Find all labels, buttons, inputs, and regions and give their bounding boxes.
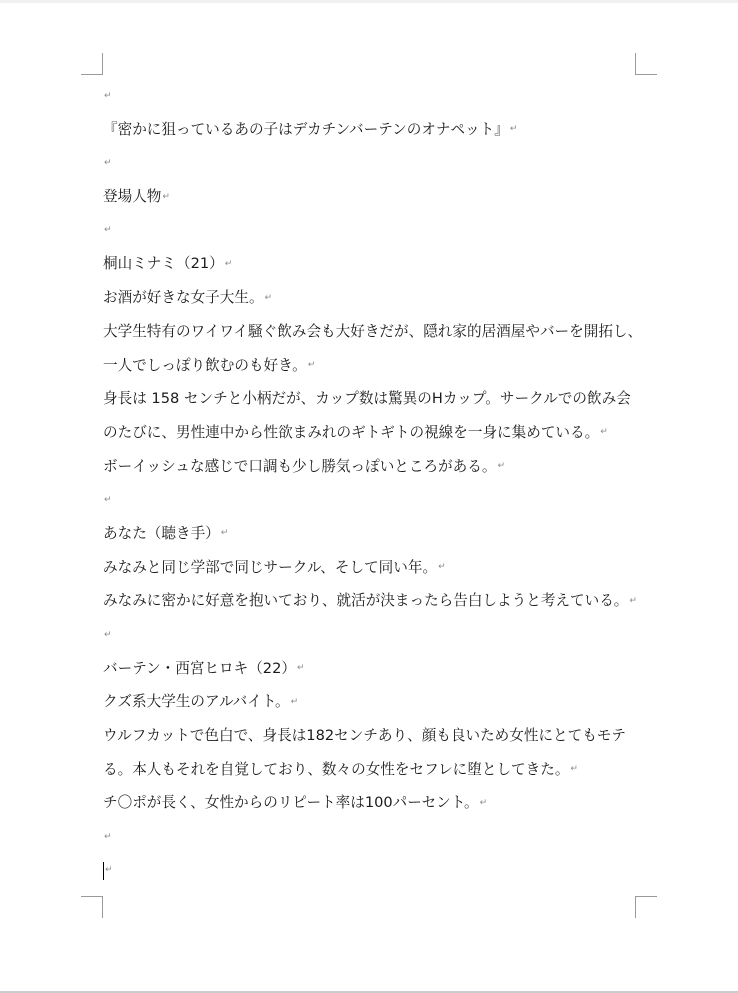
paragraph-text: 桐山ミナミ（21） (103, 255, 224, 273)
paragraph-mark-icon: ↵ (264, 292, 273, 303)
paragraph-mark-icon: ↵ (104, 157, 112, 168)
paragraph-line[interactable] (103, 349, 643, 383)
paragraph-mark-icon: ↵ (104, 90, 112, 101)
paragraph-blank[interactable] (103, 79, 643, 113)
paragraph-text: あなた（聴き手） (103, 524, 220, 542)
paragraph-text: る。本人もそれを自覚しており、数々の女性をセフレに堕としてきた。 (103, 760, 570, 778)
paragraph-text: チ〇ポが長く、女性からのリピート率は100パーセント。 (103, 794, 479, 812)
paragraph-cursor[interactable] (103, 854, 643, 888)
paragraph-character-name[interactable] (103, 652, 643, 686)
paragraph-mark-icon: ↵ (104, 225, 112, 236)
paragraph-text: 『密かに狙っているあの子はデカチンバーテンのオナペット』 (103, 120, 509, 138)
paragraph-mark-icon: ↵ (220, 528, 229, 539)
paragraph-mark-icon: ↵ (162, 191, 170, 202)
paragraph-line[interactable] (103, 753, 643, 787)
paragraph-blank[interactable] (103, 214, 643, 248)
paragraph-mark-icon: ↵ (105, 865, 113, 876)
paragraph-mark-icon: ↵ (479, 797, 488, 808)
paragraph-line[interactable] (103, 315, 643, 349)
paragraph-text: 一人でしっぽり飲むのも好き。 (103, 356, 307, 374)
paragraph-blank[interactable] (103, 820, 643, 854)
paragraph-character-name[interactable] (103, 517, 643, 551)
paragraph-mark-icon: ↵ (224, 258, 233, 269)
paragraph[interactable] (103, 450, 643, 484)
text-cursor (103, 862, 104, 880)
document-body[interactable] (103, 79, 643, 888)
paragraph-title[interactable] (103, 113, 643, 147)
document-page[interactable] (0, 3, 738, 991)
paragraph-text: 身長は 158 センチと小柄だが、カップ数は驚異のHカップ。サークルでの飲み会 (103, 390, 631, 408)
paragraph[interactable] (103, 786, 643, 820)
paragraph-mark-icon: ↵ (104, 494, 112, 505)
paragraph-character-name[interactable] (103, 247, 643, 281)
paragraph-text: 登場人物 (103, 188, 162, 206)
paragraph-blank[interactable] (103, 146, 643, 180)
paragraph[interactable] (103, 551, 643, 585)
paragraph-mark-icon: ↵ (509, 124, 518, 135)
paragraph-text: ボーイッシュな感じで口調も少し勝気っぽいところがある。 (103, 457, 497, 475)
margin-corner-top-left (81, 53, 103, 75)
margin-corner-top-right (635, 53, 657, 75)
paragraph-text: みなみに密かに好意を抱いており、就活が決まったら告白しようと考えている。 (103, 592, 629, 610)
paragraph-mark-icon: ↵ (600, 427, 608, 438)
paragraph-text: バーテン・西宮ヒロキ（22） (103, 659, 296, 677)
paragraph-line[interactable] (103, 382, 643, 416)
margin-corner-bottom-right (635, 896, 657, 918)
paragraph-mark-icon: ↵ (497, 461, 505, 472)
paragraph[interactable] (103, 281, 643, 315)
paragraph-mark-icon: ↵ (438, 562, 446, 573)
paragraph-line[interactable] (103, 719, 643, 753)
paragraph-line[interactable] (103, 416, 643, 450)
paragraph[interactable] (103, 584, 643, 618)
margin-corner-bottom-left (81, 896, 103, 918)
paragraph-mark-icon: ↵ (290, 696, 299, 707)
paragraph-mark-icon: ↵ (307, 360, 316, 370)
paragraph-mark-icon: ↵ (296, 663, 305, 674)
paragraph[interactable] (103, 685, 643, 719)
paragraph-mark-icon: ↵ (629, 595, 637, 606)
paragraph-mark-icon: ↵ (570, 764, 578, 775)
paragraph-text: 大学生特有のワイワイ騒ぐ飲み会も大好きだが、隠れ家的居酒屋やバーを開拓し、 (103, 322, 643, 340)
paragraph-blank[interactable] (103, 483, 643, 517)
paragraph-text: クズ系大学生のアルバイト。 (103, 693, 290, 711)
paragraph-text: のたびに、男性連中から性欲まみれのギトギトの視線を一身に集めている。 (103, 423, 600, 441)
paragraph-text: みなみと同じ学部で同じサークル、そして同い年。 (103, 558, 438, 576)
paragraph-blank[interactable] (103, 618, 643, 652)
paragraph-mark-icon: ↵ (104, 831, 112, 842)
paragraph-text: お酒が好きな女子大生。 (103, 289, 264, 307)
paragraph-mark-icon: ↵ (104, 629, 112, 640)
paragraph-text: ウルフカットで色白で、身長は182センチあり、顔も良いため女性にとてもモテ (103, 727, 627, 745)
paragraph-heading-characters[interactable] (103, 180, 643, 214)
